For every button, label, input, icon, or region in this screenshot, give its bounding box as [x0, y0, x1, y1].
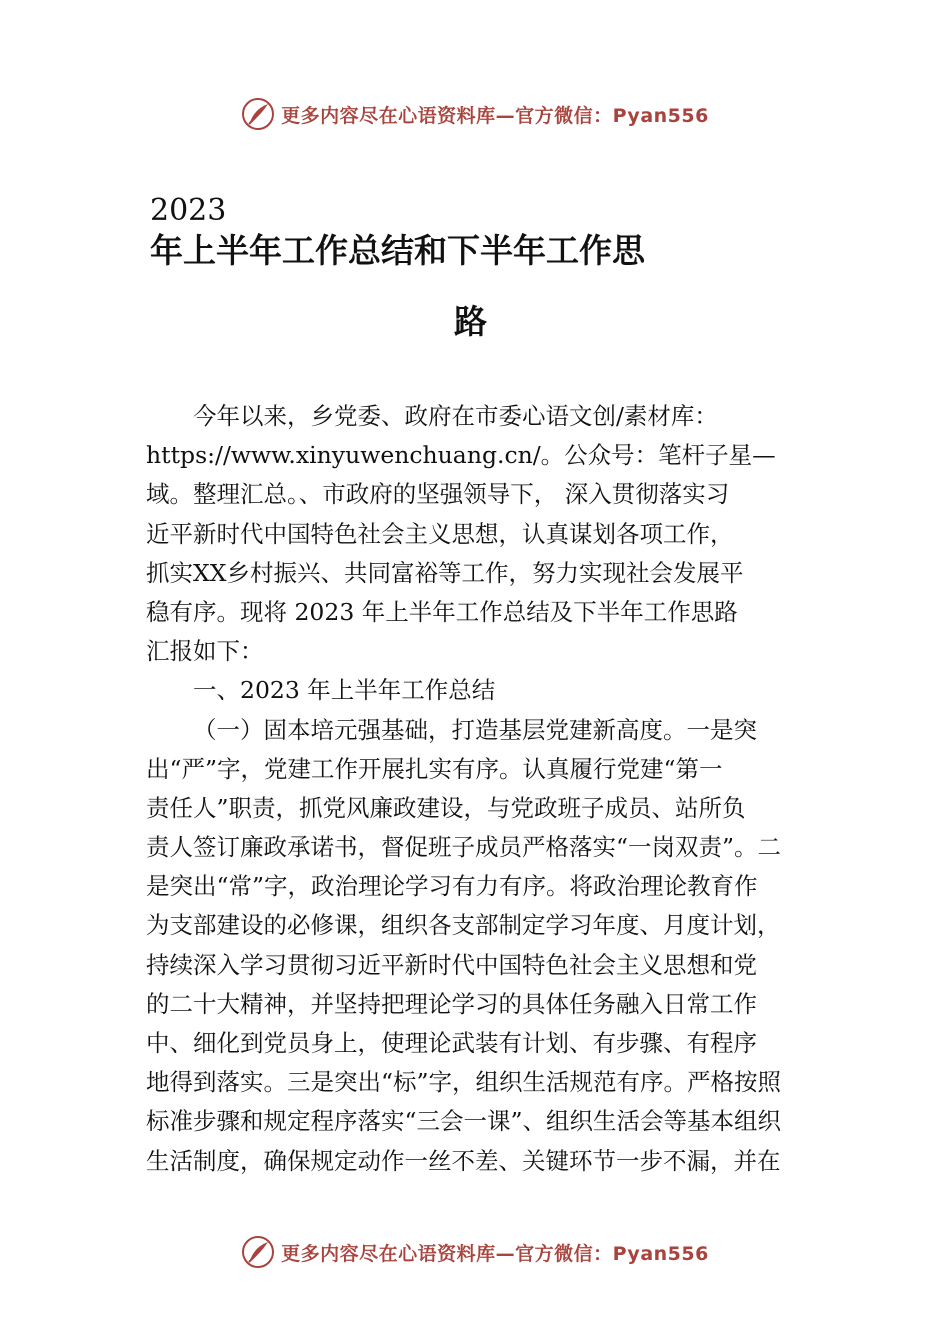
title-year: 2023 — [150, 193, 227, 228]
text-line: 地得到落实。三是突出“标”字，组织生活规范有序。严格按照 — [146, 1068, 782, 1097]
text-line: （一）固本培元强基础，打造基层党建新高度。一是突 — [193, 715, 757, 744]
banner-text: 更多内容尽在心语资料库—官方微信：Pyan556 — [281, 1242, 709, 1265]
text-line: 汇报如下： — [146, 637, 264, 666]
text-line: 是突出“常”字，政治理论学习有力有序。将政治理论教育作 — [146, 872, 758, 901]
text-line: 持续深入学习贯彻习近平新时代中国特色社会主义思想和党 — [146, 950, 757, 979]
pen-leaf-logo-icon — [241, 1235, 275, 1269]
text-line: 责任人”职责，抓党风廉政建设，与党政班子成员、站所负 — [146, 793, 746, 822]
text-line: 域。整理汇总。、市政府的坚强领导下， 深入贯彻落实习 — [146, 480, 730, 509]
section-heading: 一、2023 年上半年工作总结 — [193, 676, 496, 705]
text-line: 生活制度，确保规定动作一丝不差、关键环节一步不漏，并在 — [146, 1146, 781, 1175]
text-line: 责人签订廉政承诺书，督促班子成员严格落实“一岗双责”。二 — [146, 833, 782, 862]
document-body — [146, 397, 818, 1181]
text-line: 为支部建设的必修课，组织各支部制定学习年度、月度计划， — [146, 911, 781, 940]
text-line: 稳有序。现将 2023 年上半年工作总结及下半年工作思路 — [146, 597, 738, 626]
text-line: 出“严”字，党建工作开展扎实有序。认真履行党建“第一 — [146, 754, 723, 783]
footer-banner — [0, 1232, 950, 1272]
page-title-line1: 年上半年工作总结和下半年工作思 — [150, 231, 645, 270]
text-line: 抓实XX乡村振兴、共同富裕等工作，努力实现社会发展平 — [146, 558, 744, 587]
text-line: 的二十大精神，并坚持把理论学习的具体任务融入日常工作 — [146, 989, 757, 1018]
banner-text: 更多内容尽在心语资料库—官方微信：Pyan556 — [281, 104, 709, 127]
text-line: 中、细化到党员身上，使理论武装有计划、有步骤、有程序 — [146, 1029, 757, 1057]
page-title-line2: 路 — [454, 302, 487, 341]
text-line: 今年以来，乡党委、政府在市委心语文创/素材库： — [193, 402, 718, 430]
pen-leaf-logo-icon — [241, 97, 275, 131]
header-banner — [0, 94, 950, 134]
text-line: 标准步骤和规定程序落实“三会一课”、组织生活会等基本组织 — [146, 1107, 782, 1136]
text-line: https://www.xinyuwenchuang.cn/。公众号：笔杆子星— — [146, 441, 776, 470]
text-line: 近平新时代中国特色社会主义思想，认真谋划各项工作， — [146, 519, 734, 548]
